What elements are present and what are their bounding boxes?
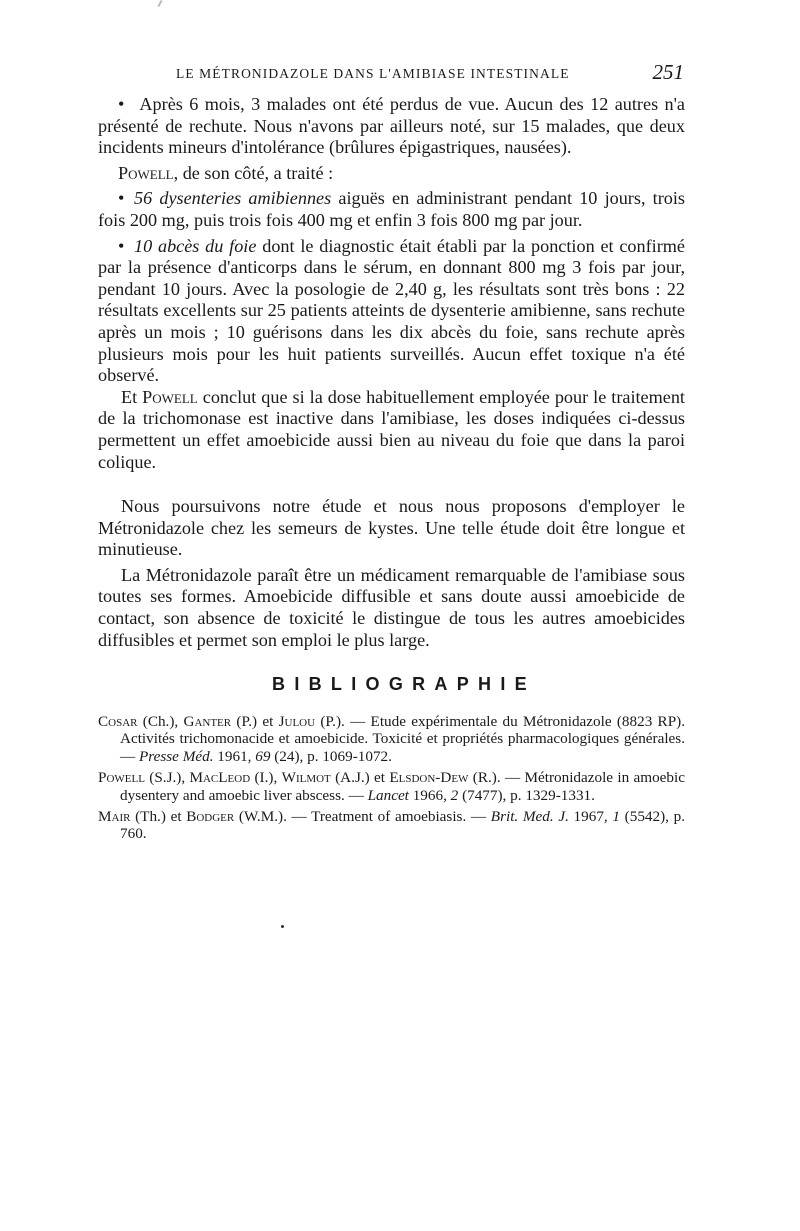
ref-author: Elsdon-Dew <box>389 769 469 787</box>
paragraph-followup <box>98 94 685 159</box>
ref-text: 1961, <box>213 747 256 765</box>
ref-journal: Lancet <box>367 786 409 804</box>
paragraph-powell-intro <box>98 163 685 185</box>
ref-text: (5542), p. 760. <box>120 808 686 843</box>
reference-item <box>98 808 685 843</box>
paragraph-text: Et <box>121 386 143 407</box>
stray-dot <box>281 925 284 928</box>
reference-item <box>98 769 685 804</box>
page-header <box>98 62 684 86</box>
bullet-icon: • <box>118 188 125 209</box>
body-text <box>98 94 685 651</box>
ref-text: (S.J.), <box>144 769 190 787</box>
running-title: LE MÉTRONIDAZOLE DANS L'AMIBIASE INTESTINALE <box>176 66 570 81</box>
ref-text: (Ch.), <box>137 713 184 730</box>
ref-text: 1966, <box>408 786 451 804</box>
bibliography-heading: BIBLIOGRAPHIE <box>272 674 536 694</box>
paragraph-dysenteries <box>98 188 685 231</box>
ref-author: Julou <box>278 713 316 730</box>
ref-author: Ganter <box>183 713 232 730</box>
ref-text: (24), p. 1069-1072. <box>270 747 392 765</box>
ref-text: (7477), p. 1329-1331. <box>458 786 595 804</box>
ref-author: Cosar <box>98 713 138 730</box>
page-number: 251 <box>652 60 684 84</box>
ref-volume: 69 <box>255 747 271 765</box>
ref-text: (R.). — Métronidazole in amoebic dysentery and amoebic liver abscess. — <box>120 769 685 804</box>
paragraph-text: Après 6 mois, 3 malades ont été perdus de vue. Aucun des 12 autres n'a présenté de rechute. Nous n'avons par ailleurs noté, sur 15 malades, que deux incidents mineurs d'intolérance (brûlures épigastriques, nausées). <box>98 94 685 158</box>
paragraph-text: conclut que si la dose habituellement employée pour le traitement de la trichomonase est inactive dans l'amibiase, les doses indiquées ci-dessus permettent un effet amoebicide aussi bien au niveau du foie que dans la paroi colique. <box>98 386 685 472</box>
paragraph-powell-conclusion <box>98 387 685 473</box>
bullet-icon: • <box>118 235 125 256</box>
bibliography-list <box>98 713 685 847</box>
ref-author: Powell <box>98 769 145 787</box>
paragraph-abscesses <box>98 236 685 387</box>
ref-author: MacLeod <box>189 769 251 787</box>
ref-volume: 1 <box>612 808 620 826</box>
bullet-icon: • <box>118 94 125 114</box>
ref-author: Mair <box>98 808 131 826</box>
ref-volume: 2 <box>450 786 459 804</box>
ref-text: (P.) et <box>231 713 279 730</box>
ref-journal: Presse Méd. <box>138 747 214 765</box>
paragraph-conclusion: La Métronidazole paraît être un médicament remarquable de l'amibiase sous toutes ses formes. Amoebicide diffusible et sans doute aussi amoebicide de contact, son absence de toxicité le distingue de tous les autres amoebicides diffusibles et permet son emploi le plus large. <box>98 564 685 650</box>
ref-text: (Th.) et <box>130 808 187 826</box>
italic-term: 56 dysenteries amibiennes <box>134 188 332 209</box>
ref-journal: Brit. Med. J. <box>490 808 569 826</box>
paragraph-text: , de son côté, a traité : <box>173 162 334 183</box>
paragraph-text: dont le diagnostic était établi par la ponction et confirmé par la présence d'anticorps dans le sérum, en donnant 800 mg 3 fois par jour, pendant 10 jours. Avec la posologie de 2,40 g, les résultats sont très bons : 22 résultats excellents sur 25 patients atteints de dysenterie amibienne, sans rechute après un mois ; 10 guérisons dans les dix abcès du foie, sans rechute après plusieurs mois pour les huit patients surveillés. Aucun effet toxique n'a été observé. <box>98 235 686 386</box>
author-name: Powell <box>118 162 174 183</box>
ref-author: Wilmot <box>281 769 331 787</box>
ref-text: (A.J.) et <box>330 769 390 787</box>
scan-speck <box>157 0 162 7</box>
author-name: Powell <box>142 386 198 407</box>
ref-text: (P.). — Etude expérimentale du Métronidazole (8823 RP). Activités trichomonacide et amoebicide. Toxicité et propriétés pharmacologiques générales. — <box>120 713 685 765</box>
paragraph-text: aiguës en administrant pendant 10 jours, trois fois 200 mg, puis trois fois 400 mg et enfin 3 fois 800 mg par jour. <box>98 188 685 230</box>
reference-item <box>98 713 685 765</box>
paragraph-our-study: Nous poursuivons notre étude et nous nous proposons d'employer le Métronidazole chez les semeurs de kystes. Une telle étude doit être longue et minutieuse. <box>98 496 685 560</box>
ref-author: Bodger <box>186 808 235 826</box>
italic-term: 10 abcès du foie <box>134 235 257 256</box>
ref-text: (W.M.). — Treatment of amoebiasis. — <box>234 808 491 826</box>
ref-text: (I.), <box>250 769 282 787</box>
ref-text: 1967, <box>568 808 613 826</box>
